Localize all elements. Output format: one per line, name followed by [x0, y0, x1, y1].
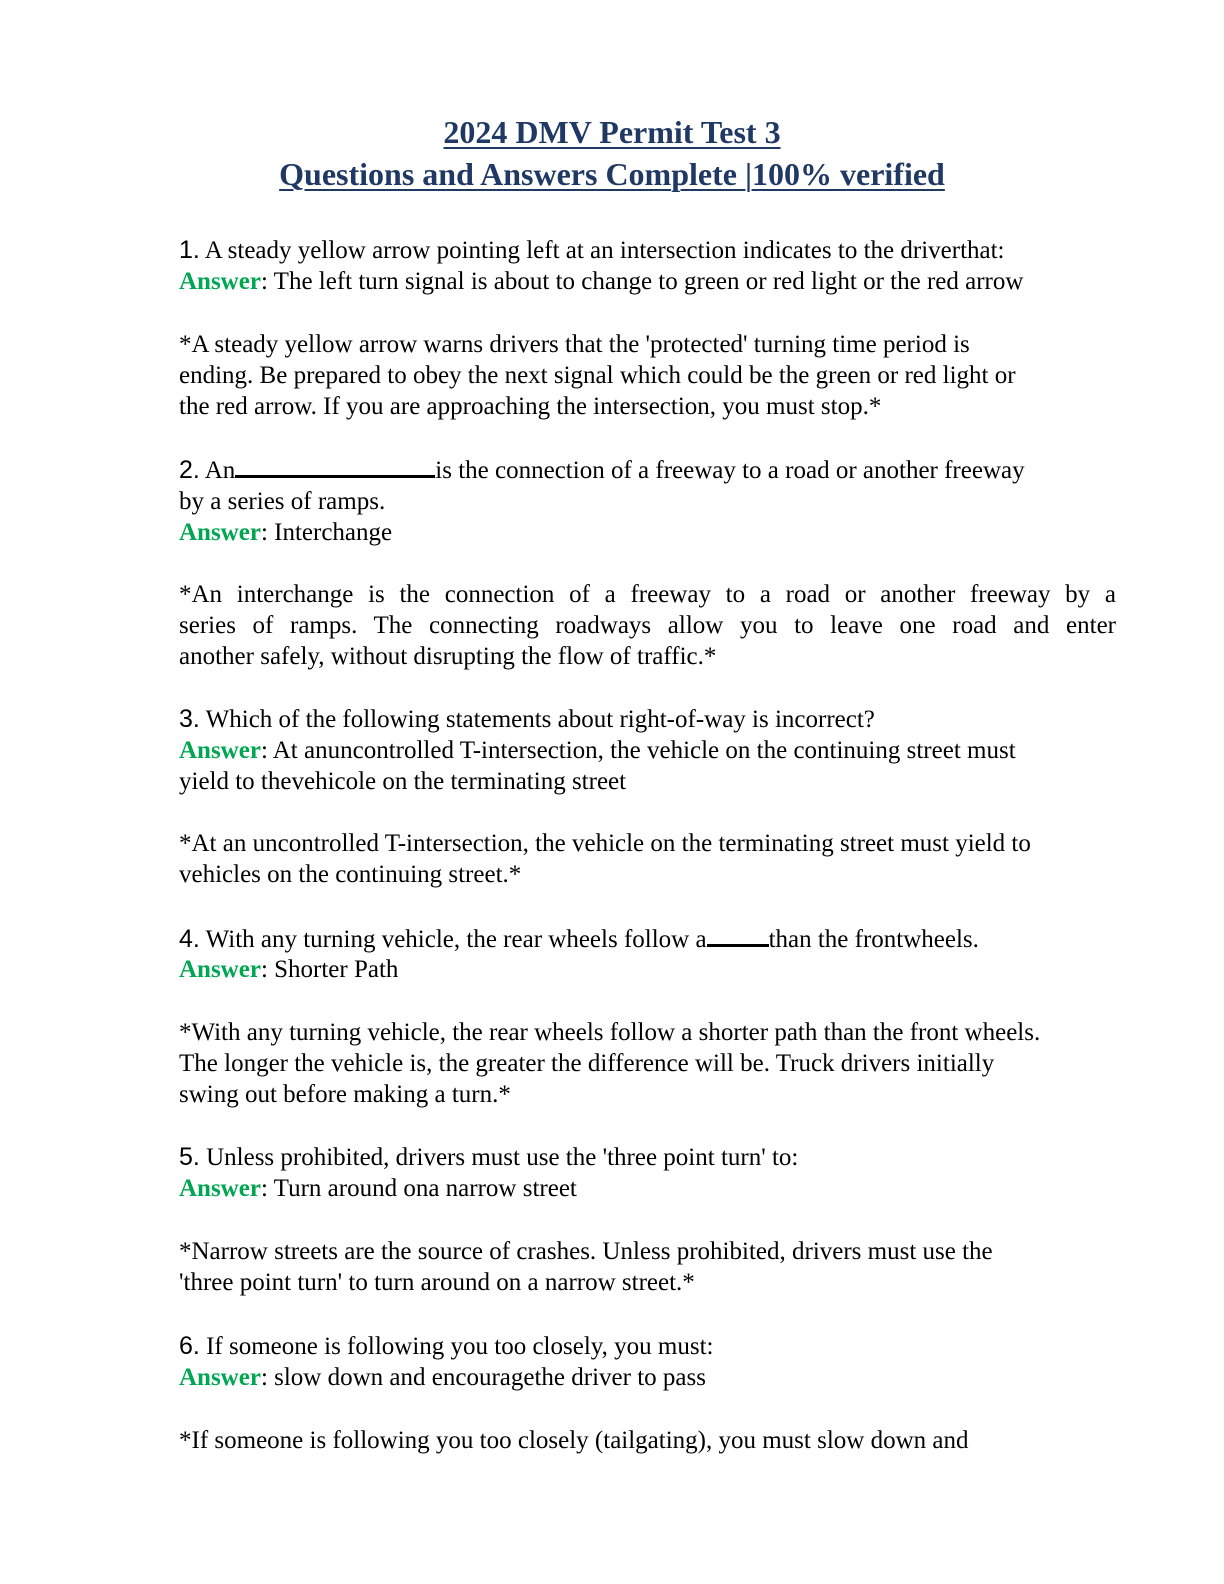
question-text-start: An — [199, 457, 236, 484]
question-4 — [179, 924, 979, 955]
question-number: 6. — [179, 1332, 200, 1360]
answer-text: : The left turn signal is about to change to green or red light or the red arrow — [260, 268, 1024, 295]
question-number: 5. — [179, 1143, 200, 1171]
answer-3 — [179, 735, 1016, 766]
explanation-3-line-1: *At an uncontrolled T-intersection, the vehicle on the terminating street must yield to — [179, 830, 1031, 857]
question-text: If someone is following you too closely, you must: — [199, 1333, 714, 1360]
question-2 — [179, 455, 1025, 486]
answer-text: : Interchange — [260, 519, 393, 546]
answer-label: Answer — [179, 1364, 261, 1391]
question-text: Unless prohibited, drivers must use the 'three point turn' to: — [199, 1144, 799, 1171]
question-text: A steady yellow arrow pointing left at an intersection indicates to the driverthat: — [199, 237, 1005, 264]
question-5 — [179, 1142, 798, 1173]
explanation-2-line-3: another safely, without disrupting the flow of traffic.* — [179, 643, 717, 670]
fill-in-blank — [235, 455, 435, 478]
answer-text: : Turn around ona narrow street — [260, 1175, 577, 1202]
question-text-end: is the connection of a freeway to a road or another freeway — [435, 457, 1025, 484]
explanation-2-line-2: series of ramps. The connecting roadways allow you to leave one road and enter — [179, 612, 1116, 639]
answer-text: : slow down and encouragethe driver to pass — [260, 1364, 706, 1391]
question-text: Which of the following statements about right-of-way is incorrect? — [199, 706, 875, 733]
explanation-4-line-3: swing out before making a turn.* — [179, 1081, 511, 1108]
answer-label: Answer — [179, 956, 261, 983]
question-number: 4. — [179, 925, 200, 953]
explanation-2-line-1: *An interchange is the connection of a freeway to a road or another freeway by a — [179, 581, 1116, 608]
answer-6 — [179, 1362, 706, 1393]
answer-5 — [179, 1173, 577, 1204]
answer-text: : Shorter Path — [260, 956, 399, 983]
explanation-1-line-2: ending. Be prepared to obey the next signal which could be the green or red light or — [179, 362, 1016, 389]
answer-2 — [179, 517, 392, 548]
answer-label: Answer — [179, 268, 261, 295]
answer-text: : At anuncontrolled T-intersection, the vehicle on the continuing street must — [260, 737, 1016, 764]
fill-in-blank — [707, 924, 769, 947]
answer-label: Answer — [179, 519, 261, 546]
explanation-1-line-1: *A steady yellow arrow warns drivers that the 'protected' turning time period is — [179, 331, 970, 358]
answer-label: Answer — [179, 1175, 261, 1202]
document-title-line-2: Questions and Answers Complete |100% verified — [279, 156, 945, 192]
explanation-6-line-1: *If someone is following you too closely (tailgating), you must slow down and — [179, 1427, 969, 1454]
question-3 — [179, 704, 875, 735]
explanation-4-line-2: The longer the vehicle is, the greater the difference will be. Truck drivers initially — [179, 1050, 995, 1077]
explanation-5-line-2: 'three point turn' to turn around on a narrow street.* — [179, 1269, 695, 1296]
question-6 — [179, 1331, 713, 1362]
question-number: 2. — [179, 456, 200, 484]
question-2-line-2: by a series of ramps. — [179, 488, 386, 515]
question-number: 3. — [179, 705, 200, 733]
explanation-4-line-1: *With any turning vehicle, the rear wheels follow a shorter path than the front wheels. — [179, 1019, 1041, 1046]
answer-1 — [179, 266, 1023, 297]
question-1 — [179, 235, 1005, 266]
answer-3-line-2: yield to thevehicole on the terminating street — [179, 768, 627, 795]
explanation-3-line-2: vehicles on the continuing street.* — [179, 861, 522, 888]
answer-label: Answer — [179, 737, 261, 764]
answer-4 — [179, 954, 398, 985]
explanation-5-line-1: *Narrow streets are the source of crashes. Unless prohibited, drivers must use the — [179, 1238, 993, 1265]
question-text-start: With any turning vehicle, the rear wheels follow a — [199, 926, 707, 953]
explanation-1-line-3: the red arrow. If you are approaching the intersection, you must stop.* — [179, 393, 882, 420]
document-title-line-1: 2024 DMV Permit Test 3 — [443, 114, 781, 150]
question-number: 1. — [179, 236, 200, 264]
question-text-end: than the frontwheels. — [768, 926, 979, 953]
